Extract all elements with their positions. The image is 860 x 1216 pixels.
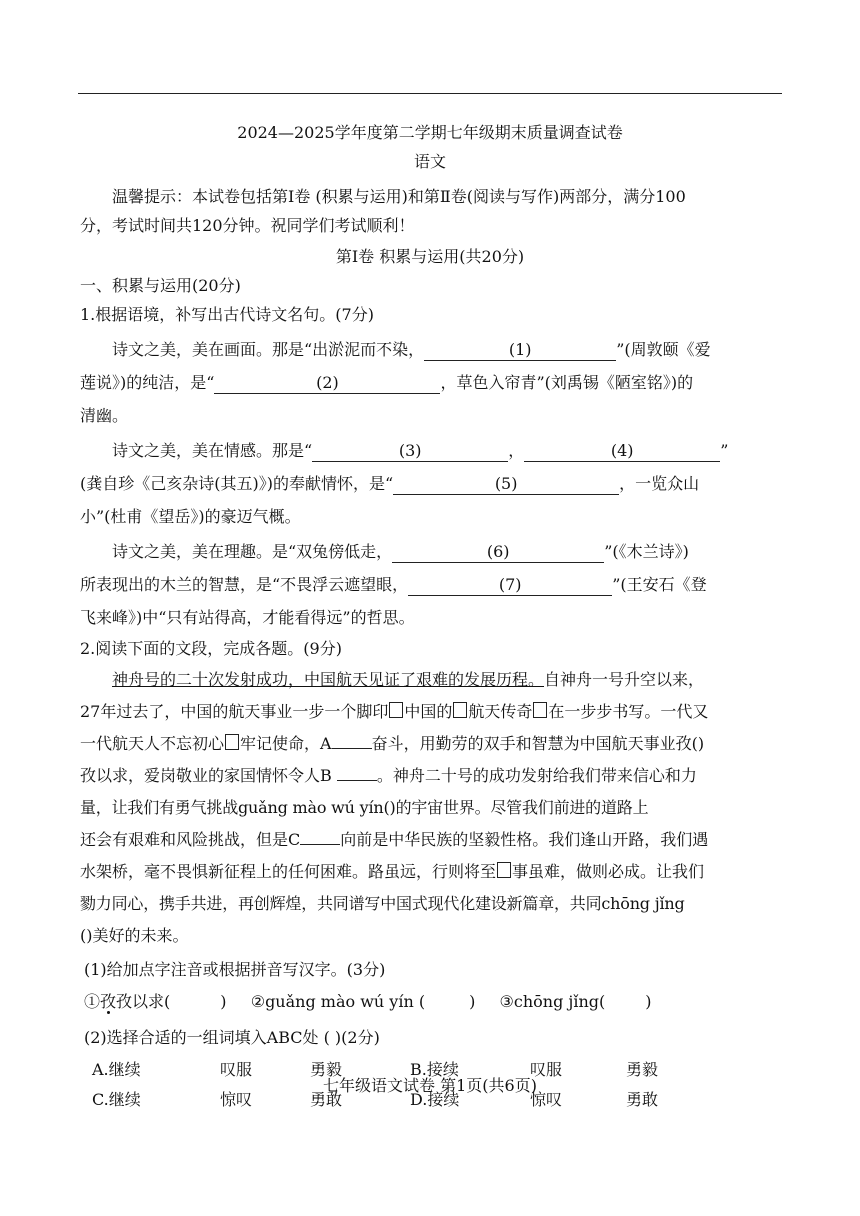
passage-line-9: ()美好的未来。 — [80, 926, 189, 945]
section-title: 一、积累与运用(20分) — [80, 276, 241, 295]
blank-c[interactable] — [300, 826, 340, 845]
sub1-title: (1)给加点字注音或根据拼音写汉字。(3分) — [84, 960, 386, 979]
volume-title: 第Ⅰ卷 积累与运用(共20分) — [335, 247, 525, 266]
q1-para2-line1: 诗文之美，美在情感。那是“ (3) ， (4) ” — [112, 441, 729, 460]
answer-blank-4[interactable]: (4) — [524, 441, 720, 462]
passage-line-8: 勠力同心，携手共进，再创辉煌，共同谱写中国式现代化建设新篇章，共同chōng jǐng — [80, 894, 685, 913]
option-a[interactable]: A.继续 — [92, 1060, 141, 1079]
q1-title: 1.根据语境，补写出古代诗文名句。(7分) — [80, 305, 374, 324]
exam-title: 2024—2025学年度第二学期七年级期末质量调查试卷 — [237, 123, 623, 142]
top-rule — [78, 93, 782, 94]
punctuation-box[interactable] — [389, 702, 403, 718]
passage-line-1: 神舟号的二十次发射成功，中国航天见证了艰难的发展历程。自神舟一号升空以来， — [112, 670, 705, 689]
passage-line-5: 量，让我们有勇气挑战guǎng mào wú yín()的宇宙世界。尽管我们前进的道路上 — [80, 798, 649, 817]
sub1-items: ①孜孜以求( ) ②guǎng mào wú yín ( ) ③chōng jǐng( ) — [84, 992, 652, 1011]
answer-blank-5[interactable]: (5) — [393, 474, 619, 495]
passage-line-2: 27年过去了，中国的航天事业一步一个脚印 中国的 航天传奇 在一步步书写。一代又 — [80, 702, 709, 721]
tip-line-1: 温馨提示：本试卷包括第Ⅰ卷 (积累与运用)和第Ⅱ卷(阅读与写作)两部分，满分100 — [112, 187, 686, 206]
tip-line-2: 分，考试时间共120分钟。祝同学们考试顺利！ — [80, 216, 415, 235]
punctuation-box[interactable] — [453, 702, 467, 718]
subject-title: 语文 — [413, 152, 446, 171]
answer-blank-3[interactable]: (3) — [312, 441, 508, 462]
blank-a[interactable] — [332, 730, 372, 749]
punctuation-box[interactable] — [497, 862, 511, 878]
options-row-1: A.继续 叹服 勇毅 B.接续 叹服 勇毅 — [80, 1055, 780, 1084]
q1-para3-line1: 诗文之美，美在理趣。是“双兔傍低走， (6) ”(《木兰诗》) — [112, 542, 689, 561]
dotted-char: 孜 — [100, 992, 117, 1011]
q1-para1-line1: 诗文之美，美在画面。那是“出淤泥而不染， (1) ”(周敦颐《爱 — [112, 340, 711, 359]
answer-blank-1[interactable]: (1) — [424, 340, 616, 361]
punctuation-box[interactable] — [533, 702, 547, 718]
option-d[interactable]: D.接续 — [410, 1090, 460, 1109]
sub2-title: (2)选择合适的一组词填入ABC处 ( )(2分) — [84, 1028, 380, 1047]
q1-para1-line3: 清幽。 — [80, 406, 129, 425]
answer-blank-7[interactable]: (7) — [408, 575, 612, 596]
passage-line-7: 水架桥，毫不畏惧新征程上的任何困难。路虽远，行则将至 事虽难，做则必成。让我们 — [80, 862, 705, 881]
passage-line-3: 一代航天人不忘初心 牢记使命，A 奋斗，用勤劳的双手和智慧为中国航天事业孜() — [80, 729, 780, 758]
exam-page — [80, 118, 780, 1114]
q1-para2-line2: (龚自珍《己亥杂诗(其五)》)的奉献情怀，是“ (5) ，一览众山 — [80, 474, 700, 493]
q1-para3-line2: 所表现出的木兰的智慧，是“不畏浮云遮望眼， (7) ”(王安石《登 — [80, 575, 707, 594]
q2-title: 2.阅读下面的文段，完成各题。(9分) — [80, 639, 342, 658]
q1-para3-line3: 飞来峰》)中“只有站得高，才能看得远”的哲思。 — [80, 608, 415, 627]
options-row-2: C.继续 惊叹 勇敢 D.接续 惊叹 勇敢 — [80, 1085, 780, 1114]
option-c[interactable]: C.继续 — [92, 1090, 141, 1109]
passage-line-4: 孜以求，爱岗敬业的家国情怀令人B 。神舟二十号的成功发射给我们带来信心和力 — [80, 761, 780, 790]
option-b[interactable]: B.接续 — [410, 1060, 459, 1079]
q1-para1-line2: 莲说》)的纯洁，是“ (2) ，草色入帘青”(刘禹锡《陋室铭》)的 — [80, 373, 694, 392]
punctuation-box[interactable] — [225, 734, 239, 750]
page-footer: 七年级语文试卷 第1页(共6页) — [323, 1076, 537, 1095]
answer-blank-6[interactable]: (6) — [392, 542, 604, 563]
blank-b[interactable] — [337, 762, 377, 781]
answer-blank-2[interactable]: (2) — [214, 373, 440, 394]
q1-para2-line3: 小”(杜甫《望岳》)的豪迈气概。 — [80, 507, 301, 526]
passage-line-6: 还会有艰难和风险挑战，但是C 向前是中华民族的坚毅性格。我们逢山开路，我们遇 — [80, 825, 780, 854]
underlined-sentence: 神舟号的二十次发射成功，中国航天见证了艰难的发展历程。 — [112, 670, 545, 689]
